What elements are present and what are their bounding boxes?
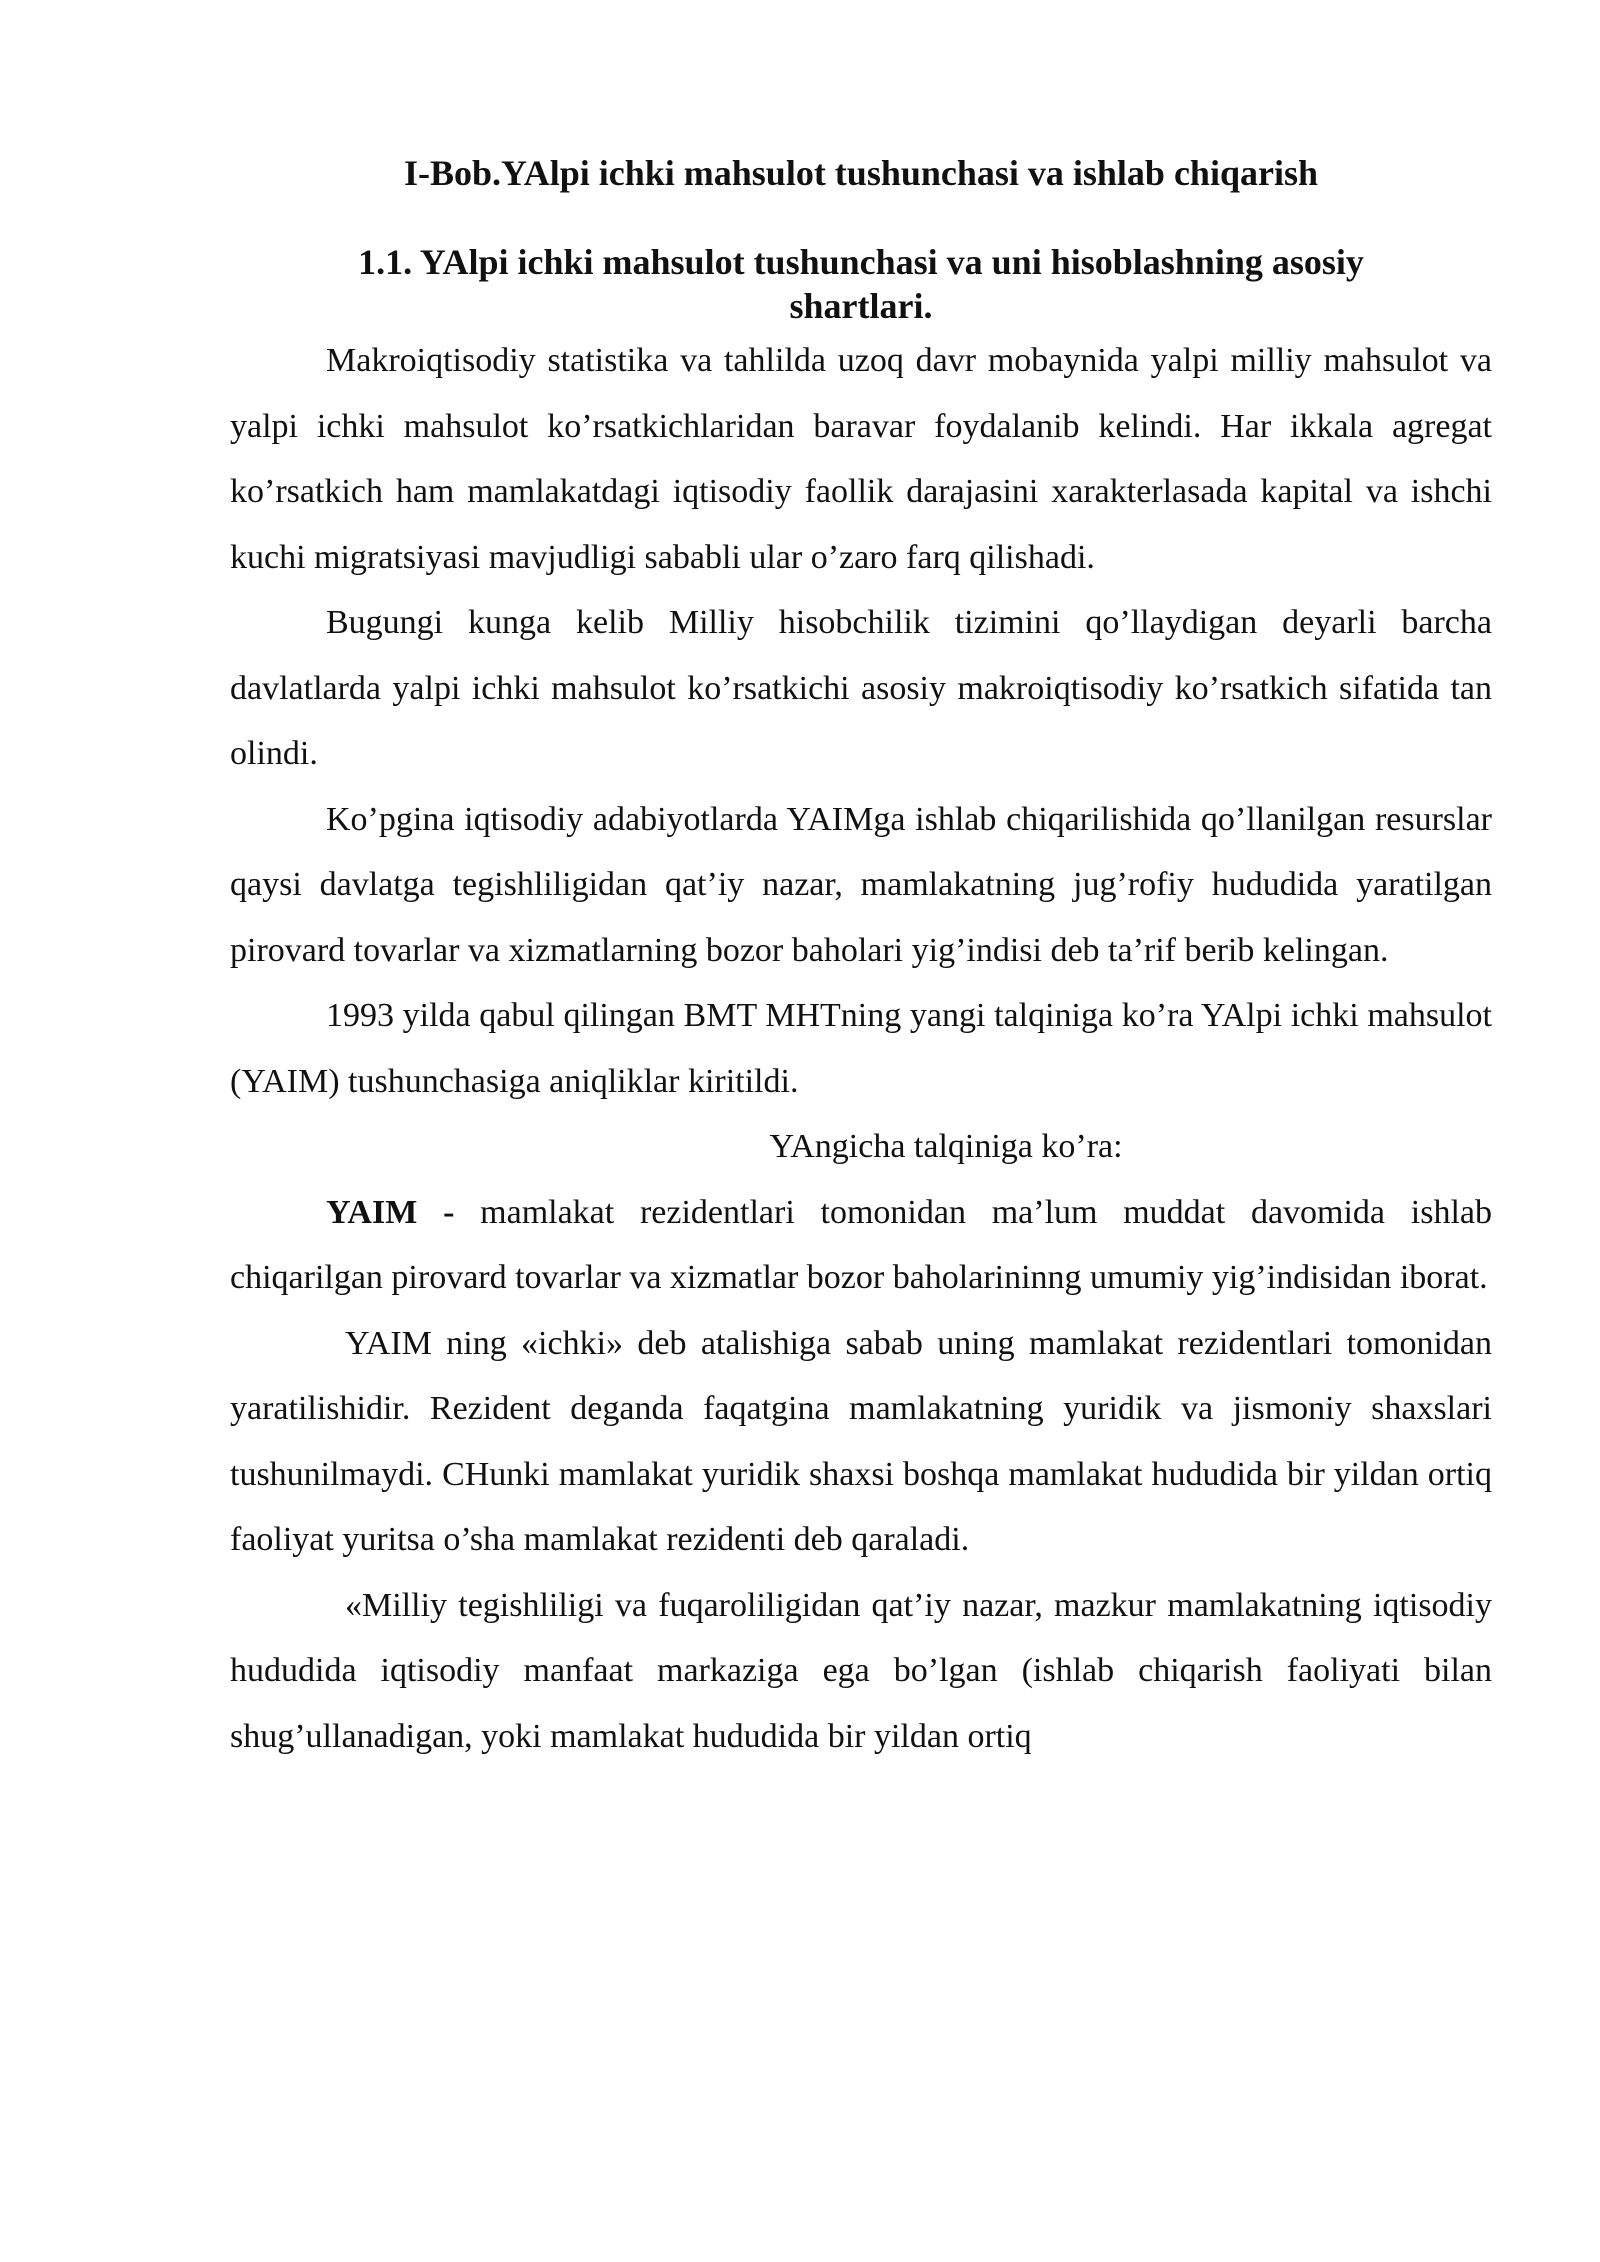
paragraph-2: Bugungi kunga kelib Milliy hisobchilik tizimini qo’llaydigan deyarli barcha davlatlarda yalpi ichki mahsulot ko’rsatkichi asosiy makroiqtisodiy ko’rsatkich sifatida tan olindi.: [230, 604, 1492, 772]
paragraph-3: Ko’pgina iqtisodiy adabiyotlarda YAIMga ishlab chiqarilishida qo’llanilgan resurslar qaysi davlatga tegishliligidan qat’iy nazar, mamlakatning jug’rofiy hududida yaratilgan pirovard tovarlar va xizmatlarning bozor baholari yig’indisi deb ta’rif berib kelingan.: [230, 800, 1492, 969]
document-page: [230, 150, 1492, 1769]
paragraph-8: «Milliy tegishliligi va fuqaroliligidan qat’iy nazar, mazkur mamlakatning iqtisodiy hududida iqtisodiy manfaat markaziga ega bo’lgan (ishlab chiqarish faoliyati bilan shug’ullanadigan, yoki mamlakat hududida bir yildan ortiq: [230, 1586, 1492, 1755]
section-title: 1.1. YAlpi ichki mahsulot tushunchasi va uni hisoblashning asosiy shartlari.: [358, 242, 1364, 326]
paragraph-1: Makroiqtisodiy statistika va tahlilda uzoq davr mobaynida yalpi milliy mahsulot va yalpi ichki mahsulot ko’rsatkichlaridan baravar foydalanib kelindi. Har ikkala agregat ko’rsatkich ham mamlakatdagi iqtisodiy faollik darajasini xarakterlasada kapital va ishchi kuchi migratsiyasi mavjudligi sababli ular o’zaro farq qilishadi.: [230, 342, 1492, 576]
definition-term: YAIM -: [326, 1193, 455, 1231]
chapter-title: I-Bob.YAlpi ichki mahsulot tushunchasi va ishlab chiqarish: [404, 153, 1318, 193]
paragraph-4: 1993 yilda qabul qilingan BMT MHTning yangi talqiniga ko’ra YAlpi ichki mahsulot (YAIM) tushunchasiga aniqliklar kiritildi.: [230, 997, 1492, 1100]
paragraph-5: YAngicha talqiniga ko’ra:: [769, 1128, 1123, 1165]
definition-text: mamlakat rezidentlari tomonidan ma’lum muddat davomida ishlab chiqarilgan pirovard tovarlar va xizmatlar bozor baholarininng umumiy yig’indisidan iborat.: [230, 1193, 1492, 1296]
paragraph-7: YAIM ning «ichki» deb atalishiga sabab uning mamlakat rezidentlari tomonidan yaratilishidir. Rezident deganda faqatgina mamlakatning yuridik va jismoniy shaxslari tushunilmaydi. CHunki mamlakat yuridik shaxsi boshqa mamlakat hududida bir yildan ortiq faoliyat yuritsa o’sha mamlakat rezidenti deb qaraladi.: [230, 1324, 1492, 1558]
definition-paragraph: [230, 1180, 1492, 1311]
